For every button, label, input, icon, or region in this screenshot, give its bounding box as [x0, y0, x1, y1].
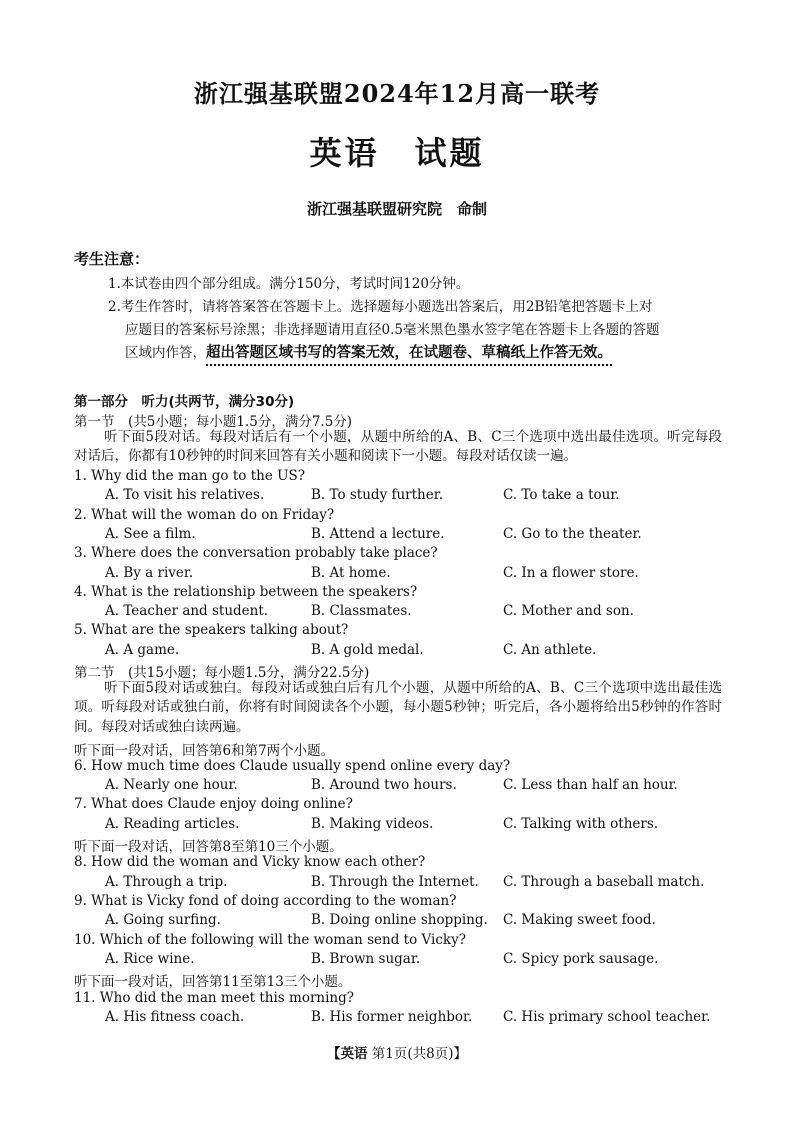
q8-option-b: B. Through the Internet.	[311, 874, 479, 890]
q2-option-c: C. Go to the theater.	[503, 526, 642, 542]
q8-option-c: C. Through a baseball match.	[503, 874, 705, 890]
q10-option-b: B. Brown sugar.	[311, 951, 421, 967]
exam-title: 浙江强基联盟2024年12月高一联考	[193, 79, 601, 108]
section2-prompt-2: 听下面一段对话，回答第8至第10三个小题。	[74, 839, 343, 855]
q11-option-a: A. His fitness coach.	[105, 1009, 245, 1025]
page-footer	[0, 1042, 794, 1062]
notice-item-2-line-2: 应题目的答案标号涂黑；非选择题请用直径0.5毫米黑色墨水签字笔在答题卡上各题的答题	[125, 322, 660, 338]
q5-option-a: A. A game.	[105, 642, 180, 658]
question-5: 5. What are the speakers talking about?	[74, 622, 349, 638]
question-2: 2. What will the woman do on Friday?	[74, 507, 335, 523]
notice-item-2-line-1: 2.考生作答时，请将答案答在答题卡上。选择题每小题选出答案后，用2B铅笔把答题卡上对	[108, 299, 653, 315]
q11-option-b: B. His former neighbor.	[311, 1009, 473, 1025]
question-6: 6. How much time does Claude usually spend online every day?	[74, 758, 511, 774]
q5-option-b: B. A gold medal.	[311, 642, 424, 658]
q5-option-c: C. An athlete.	[503, 642, 597, 658]
question-3: 3. Where does the conversation probably take place?	[74, 545, 438, 561]
q9-option-b: B. Doing online shopping.	[311, 912, 488, 928]
q10-option-c: C. Spicy pork sausage.	[503, 951, 659, 967]
q4-option-a: A. Teacher and student.	[105, 603, 269, 619]
q4-option-c: C. Mother and son.	[503, 603, 634, 619]
question-7: 7. What does Claude enjoy doing online?	[74, 796, 353, 812]
section2-prompt-1: 听下面一段对话，回答第6和第7两个小题。	[74, 743, 335, 759]
q7-option-a: A. Reading articles.	[105, 816, 240, 832]
q3-option-b: B. At home.	[311, 565, 391, 581]
q7-option-c: C. Talking with others.	[503, 816, 659, 832]
notice-emphasis: 超出答题区域书写的答案无效，在试题卷、草稿纸上作答无效。	[206, 345, 612, 361]
q3-option-c: C. In a flower store.	[503, 565, 639, 581]
q4-option-b: B. Classmates.	[311, 603, 412, 619]
question-1: 1. Why did the man go to the US?	[74, 468, 305, 484]
q9-option-c: C. Making sweet food.	[503, 912, 656, 928]
footer-page-info: 第1页(共8页)】	[371, 1046, 467, 1062]
organizer-line: 浙江强基联盟研究院 命制	[306, 200, 487, 218]
q1-option-b: B. To study further.	[311, 487, 444, 503]
section2-prompt-3: 听下面一段对话，回答第11至第13三个小题。	[74, 974, 352, 990]
section2-heading: 第二节 (共15小题；每小题1.5分，满分22.5分)	[74, 665, 370, 681]
question-8: 8. How did the woman and Vicky know each other?	[74, 854, 426, 870]
section2-instructions: 听下面5段对话或独白。每段对话或独白后有几个小题，从题中所给的A、B、C三个选项中选出最佳选项。听每段对话或独白前，你将有时间阅读各个小题，每小题5秒钟；听完后，各小题将给出5秒钟的作答时间。每段对话或独白读两遍。	[74, 680, 722, 735]
q2-option-a: A. See a film.	[105, 526, 196, 542]
q2-option-b: B. Attend a lecture.	[311, 526, 445, 542]
question-9: 9. What is Vicky fond of doing according to the woman?	[74, 893, 457, 909]
q10-option-a: A. Rice wine.	[105, 951, 195, 967]
q7-option-b: B. Making videos.	[311, 816, 434, 832]
q6-option-c: C. Less than half an hour.	[503, 777, 678, 793]
q11-option-c: C. His primary school teacher.	[503, 1009, 711, 1025]
q6-option-b: B. Around two hours.	[311, 777, 457, 793]
part1-heading: 第一部分 听力(共两节，满分30分)	[74, 394, 295, 410]
q6-option-a: A. Nearly one hour.	[105, 777, 238, 793]
notice-item-1: 1.本试卷由四个部分组成。满分150分，考试时间120分钟。	[108, 276, 470, 292]
q9-option-a: A. Going surfing.	[105, 912, 221, 928]
notice-heading: 考生注意：	[74, 250, 150, 268]
question-11: 11. Who did the man meet this morning?	[74, 990, 354, 1006]
subject-title: 英语 试题	[309, 134, 485, 172]
question-10: 10. Which of the following will the woman send to Vicky?	[74, 932, 466, 948]
q1-option-a: A. To visit his relatives.	[105, 487, 265, 503]
notice-item-2-lead: 区域内作答，	[125, 345, 206, 361]
q3-option-a: A. By a river.	[105, 565, 194, 581]
notice-item-2-line-3	[108, 342, 722, 365]
footer-subject: 【英语	[326, 1046, 368, 1062]
section1-heading: 第一节 (共5小题；每小题1.5分，满分7.5分)	[74, 414, 353, 430]
section1-instructions: 听下面5段对话。每段对话后有一个小题，从题中所给的A、B、C三个选项中选出最佳选项。听完每段对话后，你都有10秒钟的时间来回答有关小题和阅读下一小题。每段对话仅读一遍。	[74, 429, 722, 465]
q1-option-c: C. To take a tour.	[503, 487, 620, 503]
question-4: 4. What is the relationship between the speakers?	[74, 584, 418, 600]
notice-item-2	[108, 296, 722, 365]
q8-option-a: A. Through a trip.	[105, 874, 228, 890]
